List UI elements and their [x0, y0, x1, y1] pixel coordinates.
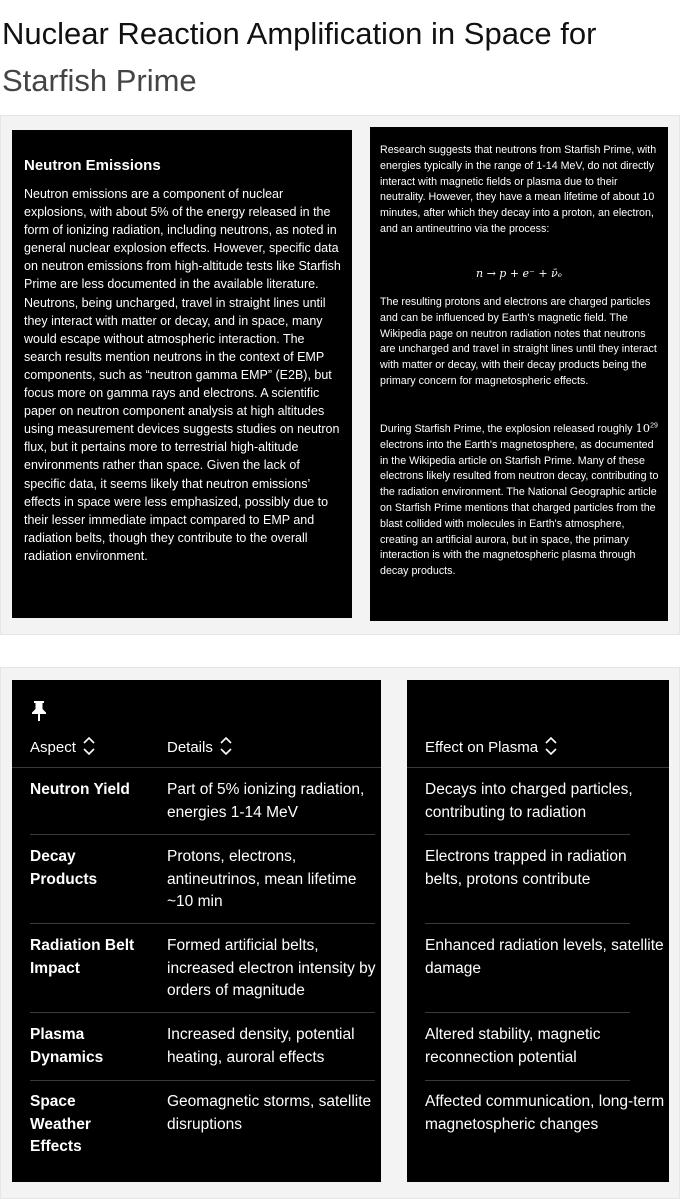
research-paragraph-3	[380, 421, 662, 580]
column-header-effect-label: Effect on Plasma	[425, 738, 539, 756]
row-4-aspect: Plasma Dynamics	[30, 1026, 104, 1066]
sort-chevron-icon	[544, 736, 558, 760]
row-2-aspect: Decay Products	[30, 848, 98, 888]
column-header-details-label: Details	[167, 738, 213, 756]
table-card-right	[407, 680, 669, 1182]
row-divider	[425, 834, 630, 835]
row-4-details: Increased density, potential heating, auroral effects	[167, 1026, 355, 1066]
row-2-details: Protons, electrons, antineutrinos, mean lifetime ~10 min	[167, 848, 357, 910]
neutron-emissions-card	[12, 130, 352, 618]
research-card	[370, 127, 668, 621]
row-divider	[425, 1080, 630, 1081]
row-5-details: Geomagnetic storms, satellite disruptions	[167, 1093, 372, 1133]
row-1-details: Part of 5% ionizing radiation, energies 1-14 MeV	[167, 781, 365, 821]
neutron-emissions-body: Neutron emissions are a component of nuclear explosions, with about 5% of the energy released in the form of ionizing radiation, including neutrons, as noted in general nuclear explosion effects. However, specific data on neutron emissions from high-altitude tests like Starfish Prime are less documented in the available literature. Neutrons, being uncharged, travel in straight lines until they interact with matter or decay, and in space, many would escape without atmospheric interaction. The search results mention neutrons in the context of EMP components, such as “neutron gamma EMP” (E2B), but focus more on gamma rays and electrons. A scientific paper on neutron component analysis at high altitudes using measurement devices suggests studies on neutron flux, but it pertains more to terrestrial high-altitude environments rather than space. Given the lack of specific data, it seems likely that neutron emissions’ effects in space were less emphasized, possibly due to their lesser immediate impact compared to EMP and radiation belts, though they contribute to the overall radiation environment.	[24, 187, 341, 563]
column-header-aspect[interactable]	[30, 736, 96, 760]
neutron-emissions-heading: Neutron Emissions	[24, 157, 161, 174]
column-header-aspect-label: Aspect	[30, 738, 76, 756]
row-divider	[30, 1080, 375, 1081]
row-3-effect: Enhanced radiation levels, satellite damage	[425, 937, 664, 977]
row-5-aspect: Space Weather Effects	[30, 1093, 91, 1155]
header-divider	[12, 767, 381, 768]
row-1-aspect: Neutron Yield	[30, 781, 130, 798]
column-header-effect[interactable]	[425, 736, 558, 760]
page-title	[2, 10, 672, 104]
table-card-left	[12, 680, 381, 1182]
row-3-aspect: Radiation Belt Impact	[30, 937, 135, 977]
sort-chevron-icon	[82, 736, 96, 760]
decay-formula: n → p + e⁻ + ν̄ₑ	[475, 267, 563, 280]
row-divider	[425, 923, 630, 924]
title-line-1: Nuclear Reaction Amplification in Space for	[2, 16, 597, 51]
research-paragraph-3-end: electrons into the Earth's magnetosphere, as documented in the Wikipedia article on Starfish Prime. Many of these electrons likely resulted from neutron decay, contributing to the radiation environment. The National Geographic article on Starfish Prime mentions that charged particles from the blast collided with molecules in Earth's atmosphere, creating an artificial aurora, but in space, the primary interaction is with the magnetospheric plasma through decay products.	[380, 438, 659, 578]
row-2-effect: Electrons trapped in radiation belts, protons contribute	[425, 848, 627, 888]
row-3-details: Formed artificial belts, increased electron intensity by orders of magnitude	[167, 937, 376, 999]
pin-icon[interactable]	[30, 700, 48, 727]
row-5-effect: Affected communication, long-term magnetospheric changes	[425, 1093, 665, 1133]
research-paragraph-2: The resulting protons and electrons are charged particles and can be influenced by Earth's magnetic field. The Wikipedia page on neutron radiation notes that neutrons are uncharged and travel in straight lines until they interact with matter or decay, with their decay products being the primary concern for magnetospheric effects.	[380, 296, 657, 387]
research-paragraph-1: Research suggests that neutrons from Starfish Prime, with energies typically in the range of 1-14 MeV, do not directly interact with magnetic fields or plasma due to their neutrality. However, they have a mean lifetime of about 10 minutes, after which they decay into a proton, an electron, and an antineutrino via the process:	[380, 144, 657, 235]
column-header-details[interactable]	[167, 736, 233, 760]
electron-count-exponent: 29	[650, 422, 658, 430]
header-divider	[407, 767, 669, 768]
row-4-effect: Altered stability, magnetic reconnection potential	[425, 1026, 601, 1066]
row-divider	[30, 923, 375, 924]
row-divider	[30, 1012, 375, 1013]
electron-count-base: 10	[635, 421, 651, 435]
title-line-2: Starfish Prime	[2, 63, 197, 98]
sort-chevron-icon	[219, 736, 233, 760]
row-1-effect: Decays into charged particles, contributing to radiation	[425, 781, 633, 821]
row-divider	[30, 834, 375, 835]
row-divider	[425, 1012, 630, 1013]
research-paragraph-3-start: During Starfish Prime, the explosion released roughly	[380, 423, 636, 435]
